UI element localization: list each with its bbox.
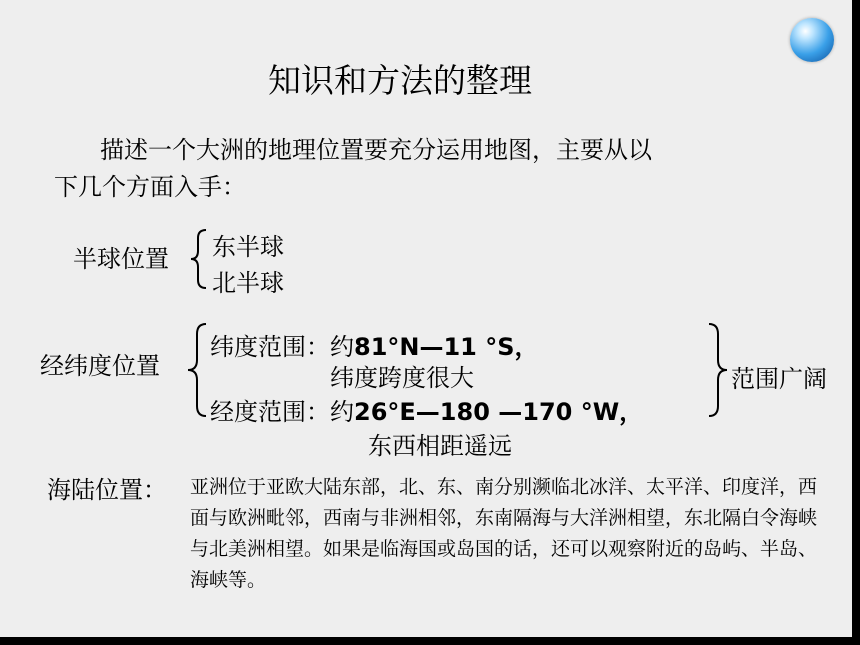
intro-line-2: 下几个方面入手： [54, 173, 246, 201]
latlon-brace-icon [186, 322, 210, 418]
latitude-note: 纬度跨度很大 [330, 364, 474, 392]
page-title: 知识和方法的整理 [268, 61, 532, 100]
longitude-range [210, 392, 643, 427]
globe-icon [790, 18, 834, 62]
latlon-label: 经纬度位置 [40, 352, 160, 380]
latitude-range [210, 327, 539, 362]
intro-line-1: 描述一个大洲的地理位置要充分运用地图，主要从以 [100, 136, 652, 164]
sea-land-text: 亚洲位于亚欧大陆东部，北、东、南分别濒临北冰洋、太平洋、印度洋，西面与欧洲毗邻，西南与非洲相邻，东南隔海与大洋洲相望，东北隔白令海峡与北美洲相望。如果是临海国或岛国的话，还可以观察附近的岛屿、半岛、海峡等。 [190, 476, 818, 591]
longitude-note: 东西相距遥远 [368, 432, 512, 460]
hemisphere-label: 半球位置 [73, 245, 169, 273]
longitude-value: 26°E—180 —170 °W， [354, 398, 644, 426]
hemisphere-item-north: 北半球 [212, 269, 284, 297]
sea-land-label: 海陆位置： [47, 476, 167, 504]
latlon-closing-brace-icon [705, 322, 729, 418]
longitude-prefix: 经度范围：约 [210, 398, 354, 426]
latitude-prefix: 纬度范围：约 [210, 333, 354, 361]
latitude-value: 81°N—11 °S， [354, 333, 539, 361]
hemisphere-brace-icon [190, 228, 210, 290]
range-summary: 范围广阔 [731, 365, 827, 393]
hemisphere-item-east: 东半球 [212, 233, 284, 261]
